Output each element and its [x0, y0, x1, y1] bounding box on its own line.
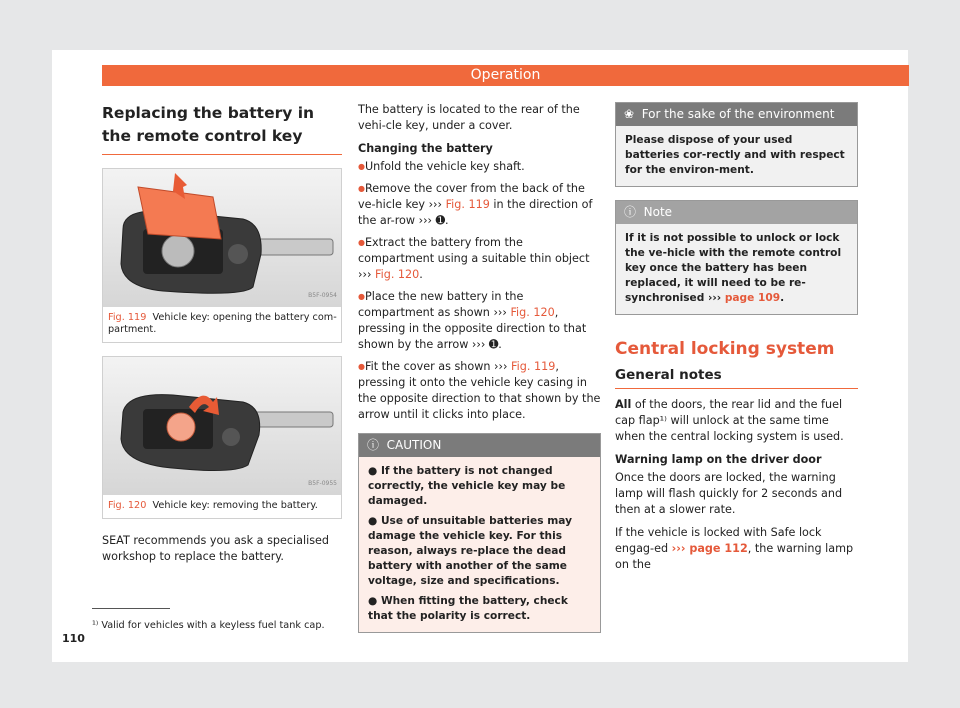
column-right: [615, 102, 858, 580]
key-remove-battery-icon: [103, 357, 341, 495]
step-text: Unfold the vehicle key shaft.: [364, 160, 525, 173]
step-text: , pressing it onto the vehicle key casing in the opposite direction to that shown by the arrow until it clicks into place.: [358, 360, 601, 421]
footnote: ¹⁾ Valid for vehicles with a keyless fuel tank cap.: [92, 620, 325, 631]
figure-link[interactable]: Fig. 120: [374, 268, 420, 281]
subheading: Changing the battery: [358, 142, 493, 155]
caution-item-text: If the battery is not changed correctly, the vehicle key may be damaged.: [368, 465, 566, 507]
key-remove-battery-illustration: [103, 357, 341, 495]
step-item: ● Extract the battery from the compartment using a suitable thin object ››› Fig. 120.: [358, 235, 601, 283]
section-title: Central locking system: [615, 339, 835, 359]
step-text: Remove the cover from the back of the ve-hicle key ›››: [358, 182, 585, 211]
leaf-icon: ❀: [624, 107, 635, 121]
bold-word: All: [615, 398, 632, 411]
info-icon: ⓘ: [624, 205, 637, 219]
column-left: [102, 102, 342, 572]
page-link[interactable]: page 109: [724, 292, 781, 304]
environment-box: [615, 102, 858, 187]
step-text: Fit the cover as shown ›››: [364, 360, 508, 373]
figure-label: Fig. 120: [108, 500, 147, 511]
caution-item-text: When fitting the battery, check that the polarity is correct.: [368, 595, 568, 622]
caution-title: CAUTION: [386, 438, 442, 452]
manual-page: [52, 50, 908, 662]
note-body: [616, 224, 857, 314]
figure-code: B5F-0954: [308, 292, 337, 299]
caution-header: [359, 434, 600, 457]
caution-box: [358, 433, 601, 633]
figure-caption-text: Vehicle key: opening the battery com-partment.: [108, 312, 337, 335]
figure-code: B5F-0955: [308, 480, 337, 487]
paragraph-text: of the doors, the rear lid and the fuel cap flap¹⁾ will unlock at the same time when the central locking system is used.: [615, 398, 844, 443]
key-open-cover-icon: [103, 169, 341, 307]
step-text: Extract the battery from the compartment using a suitable thin object ›››: [358, 236, 590, 281]
caution-item: ● Use of unsuitable batteries may damage the vehicle key. For this reason, always re-place the dead battery with another of the same voltage, size and specifications.: [368, 515, 573, 587]
step-item: [358, 181, 601, 229]
safe-lock-text: [615, 525, 858, 573]
figure-link[interactable]: Fig. 119: [445, 198, 490, 211]
paragraph-text: , the warning lamp on the: [615, 542, 854, 571]
page-number: 110: [62, 632, 85, 645]
warning-lamp-text: Once the doors are locked, the warning lamp will flash quickly for 2 seconds and then at a slower rate.: [615, 471, 843, 516]
key-battery-cover-illustration: [103, 169, 341, 307]
step-item: [358, 159, 601, 175]
note-header: [616, 201, 857, 224]
recommend-text: SEAT recommends you ask a specialised workshop to replace the battery.: [102, 534, 330, 563]
warning-lamp-heading: Warning lamp on the driver door: [615, 453, 822, 466]
note-text: If it is not possible to unlock or lock the ve-hicle with the remote control key once the battery has been replaced, it will need to be re-synchronised ›››: [625, 232, 842, 304]
warning-circle-icon: ⓘ: [367, 438, 380, 452]
caution-item: ● If the battery is not changed correctly, the vehicle key may be damaged.: [368, 465, 566, 507]
step-item: [358, 359, 601, 423]
environment-header: [616, 103, 857, 126]
note-text-end: .: [780, 292, 785, 304]
step-item: [358, 289, 601, 353]
step-text: Place the new battery in the compartment as shown ›››: [358, 290, 524, 319]
figure-120: [102, 356, 342, 519]
step-text: in the direction of the ar-row ››› ➊.: [358, 198, 593, 227]
figure-119: [102, 168, 342, 343]
page-header: Operation: [102, 65, 909, 86]
figure-caption: [103, 495, 341, 518]
environment-body: Please dispose of your used batteries cor-rectly and with respect for the environ-ment.: [616, 126, 857, 186]
subsection-title: General notes: [615, 367, 858, 389]
figure-label: Fig. 119: [108, 312, 147, 323]
caution-body: [359, 457, 600, 632]
environment-title: For the sake of the environment: [641, 107, 835, 121]
section-heading: Replacing the battery in the remote control key: [102, 102, 342, 155]
footnote-divider: [92, 608, 170, 609]
figure-caption-text: Vehicle key: removing the battery.: [152, 500, 318, 511]
figure-caption: [103, 307, 341, 342]
paragraph-text: If the vehicle is locked with Safe lock engag-ed: [615, 526, 822, 555]
page-link[interactable]: ››› page 112: [671, 542, 748, 555]
intro-text: The battery is located to the rear of the vehi-cle key, under a cover.: [358, 103, 580, 132]
note-title: Note: [643, 205, 673, 219]
step-text: , pressing in the opposite direction to that shown by the arrow ››› ➊.: [358, 306, 587, 351]
caution-item: ● When fitting the battery, check that the polarity is correct.: [368, 595, 568, 622]
column-middle: [358, 102, 601, 633]
figure-link[interactable]: Fig. 120: [510, 306, 555, 319]
general-notes-text: [615, 397, 858, 445]
note-box: [615, 200, 858, 315]
caution-item-text: Use of unsuitable batteries may damage the vehicle key. For this reason, always re-place the dead battery with another of the same voltage, size and specifications.: [368, 515, 573, 587]
figure-link[interactable]: Fig. 119: [511, 360, 556, 373]
